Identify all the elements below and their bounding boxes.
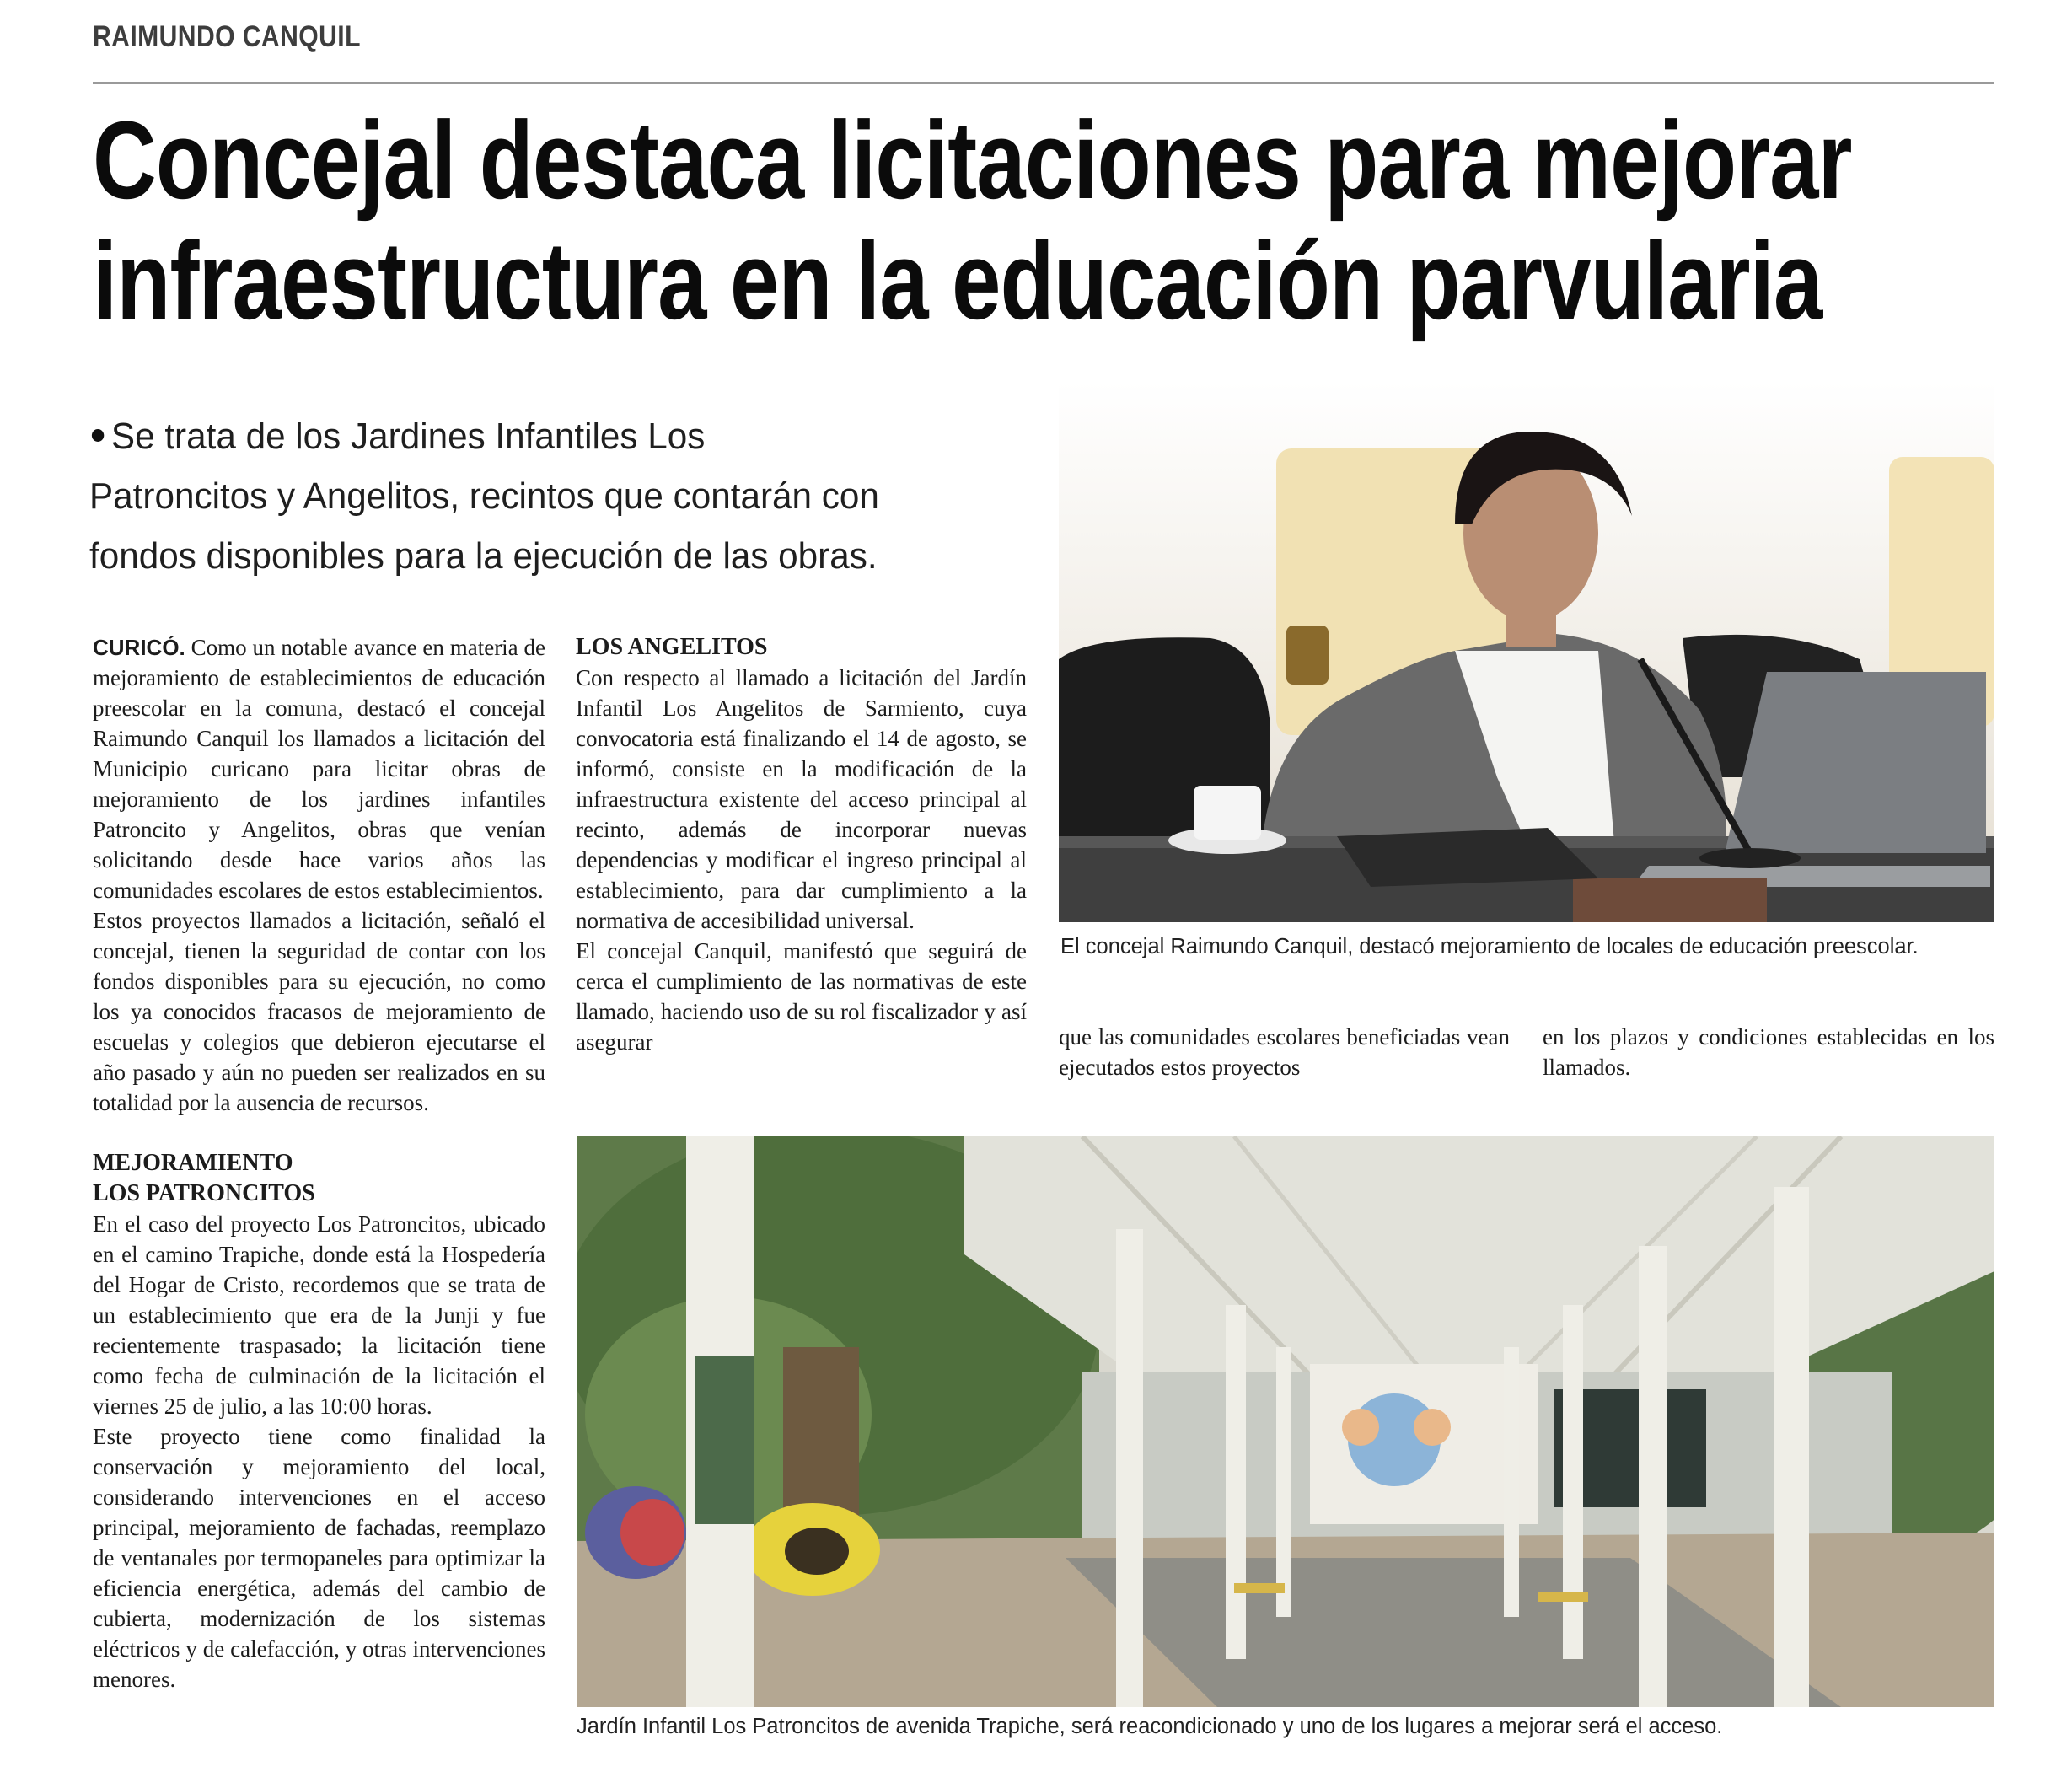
- paragraph-3: En el caso del proyecto Los Patroncitos, ubicado en el camino Trapiche, donde está la Hospedería del Hogar de Cristo, recordemos que se trata de un establecimiento que era de la Junji y fue recientemente traspasado; la licitación tiene como fecha de culminación de la licitación el viernes 25 de julio, a las 10:00 horas.: [93, 1211, 545, 1419]
- paragraph-6: El concejal Canquil, manifestó que seguirá de cerca el cumplimiento de las normativas de este llamado, haciendo uso de su rol fiscalizador y así asegurar: [576, 938, 1027, 1055]
- paragraph-5: Con respecto al llamado a licitación del Jardín Infantil Los Angelitos de Sarmiento, cuya convocatoria está finalizando el 14 de agosto, se informó, consiste en la modificación de la infraestructura existente del acceso principal al recinto, además de incorporar nuevas dependencias y modificar el ingreso principal al establecimiento, para dar cumplimiento a la normativa de accesibilidad universal.: [576, 665, 1027, 933]
- summary-line-2: Patroncitos y Angelitos, recintos que contarán con: [89, 475, 879, 517]
- headline: [93, 98, 1852, 342]
- photo-2-caption: Jardín Infantil Los Patroncitos de avenida Trapiche, será reacondicionado y uno de los lugares a mejorar será el acceso.: [577, 1715, 1723, 1738]
- councilman-photo: [1059, 381, 1994, 922]
- subhead-patroncitos-1: MEJORAMIENTO: [93, 1150, 293, 1176]
- subhead-patroncitos-2: LOS PATRONCITOS: [93, 1180, 315, 1206]
- summary-line-1: Se trata de los Jardines Infantiles Los: [110, 416, 706, 457]
- paragraph-7: que las comunidades escolares beneficiadas vean ejecutados estos proyectos: [1059, 1024, 1510, 1080]
- subhead-angelitos: LOS ANGELITOS: [576, 634, 768, 660]
- paragraph-4: Este proyecto tiene como finalidad la conservación y mejoramiento del local, considerando intervenciones en el acceso principal, mejoramiento de fachadas, reemplazo de ventanales por termopaneles para optimizar la eficiencia energética, además del cambio de cubierta, modernización de los sistemas eléctricos y de calefacción, y otras intervenciones menores.: [93, 1424, 545, 1692]
- paragraph-2: Estos proyectos llamados a licitación, señaló el concejal, tienen la seguridad de contar con los fondos disponibles para su ejecución, no como los ya conocidos fracasos de mejoramiento de escuelas y colegios que debieron ejecutarse el año pasado y aún no pueden ser realizados en su totalidad por la ausencia de recursos.: [93, 908, 545, 1115]
- headline-line-1: Concejal destaca licitaciones para mejorar: [93, 98, 1852, 222]
- article-column-3: [1059, 1022, 1510, 1082]
- kicker: RAIMUNDO CANQUIL: [93, 20, 361, 53]
- photo-1-caption: El concejal Raimundo Canquil, destacó mejoramiento de locales de educación preescolar.: [1060, 935, 1919, 958]
- summary: [89, 406, 1059, 586]
- paragraph-8: en los plazos y condiciones establecidas en los llamados.: [1543, 1024, 1994, 1080]
- article-column-4: [1543, 1022, 1994, 1082]
- kindergarten-photo: [577, 1136, 1994, 1707]
- article-column-2: [576, 632, 1027, 1057]
- summary-line-3: fondos disponibles para la ejecución de las obras.: [89, 535, 878, 577]
- paragraph-1: Como un notable avance en materia de mejoramiento de establecimientos de educación preescolar en la comuna, destacó el concejal Raimundo Canquil los llamados a licitación del Municipio curicano para licitar obras de mejoramiento de los jardines infantiles Patroncito y Angelitos, obras que venían solicitando desde hace varios años las comunidades escolares de estos establecimientos.: [93, 635, 545, 903]
- article-column-1: [93, 632, 545, 1694]
- dateline: CURICÓ.: [93, 635, 185, 660]
- header-rule: [93, 82, 1994, 84]
- headline-line-2: infraestructura en la educación parvularia: [93, 218, 1822, 342]
- bullet-icon: [92, 429, 104, 442]
